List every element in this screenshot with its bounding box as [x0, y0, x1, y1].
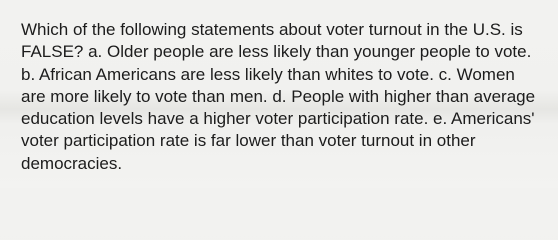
question-text: Which of the following statements about voter turnout in the U.S. is FALSE? a. Older people are less likely than younger people to vote. b. African Americans are less likely than whites to vote. c. Women are more likely to vote than men. d. People with higher than average education levels have a higher voter participation rate. e. Americans' voter participation rate is far lower than voter turnout in other democracies. — [21, 20, 536, 173]
